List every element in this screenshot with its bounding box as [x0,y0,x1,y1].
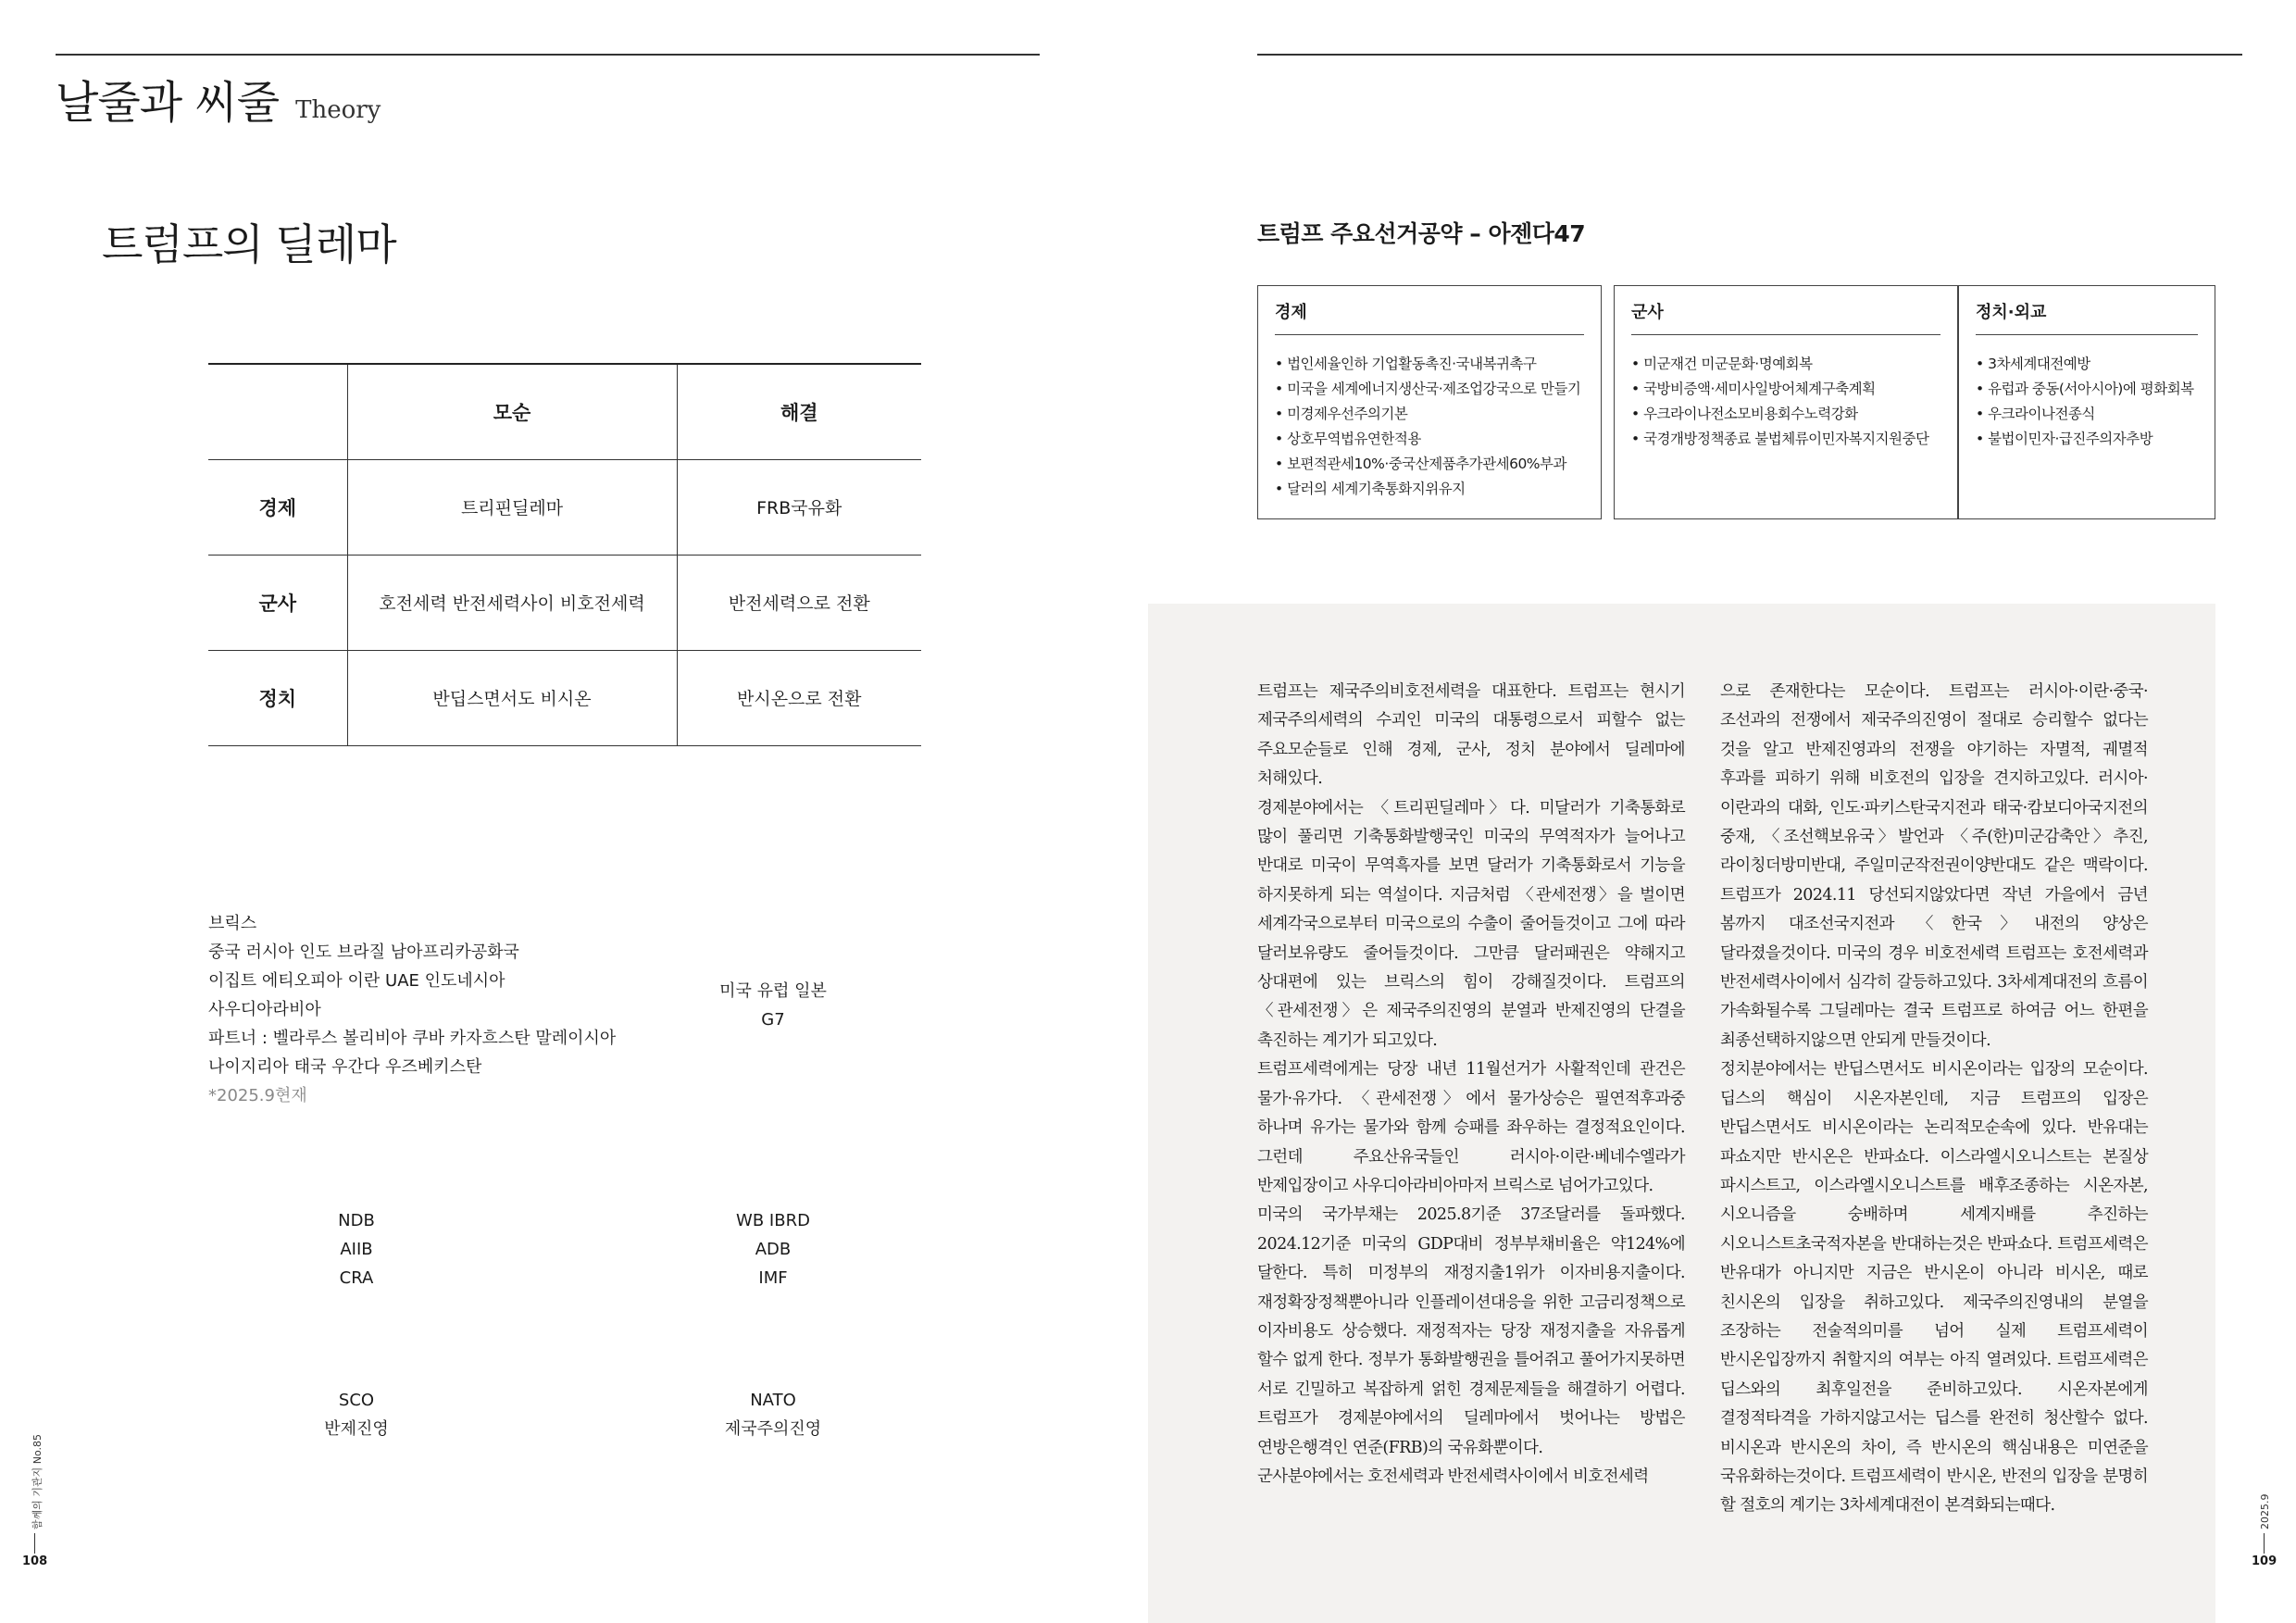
left-camp [287,1386,426,1443]
institution-item: CRA [339,1268,374,1288]
body-paragraph: 경제분야에서는 〈트리핀딜레마〉다. 미달러가 기축통화로 많이 풀리면 기축통화발행국인 미국의 무역적자가 늘어나고 반대로 미국이 무역흑자를 보면 달러가 기축통화로서 기능을 하지못하게 되는 역설이다. 지금처럼 〈관세전쟁〉을 벌이면 세계각국으로부터 미국으로의 수출이 줄어들것이고 그에 따라 달러보유량도 줄어들것이다. 그만큼 달러패권은 약해지고 상대편에 있는 브릭스의 힘이 강해질것이다. 트럼프의 〈관세전쟁〉은 제국주의진영의 분열과 반제진영의 단결을 촉진하는 계기가 되고있다. [1257,798,1685,1050]
agenda-list [1275,352,1584,502]
brics-line: 이집트 에티오피아 이란 UAE 인도네시아 [208,971,505,991]
agenda-title: 트럼프 주요선거공약 – 아젠다47 [1257,220,1586,247]
table-header-contradiction: 모순 [347,364,677,459]
right-footer-divider [2264,1533,2265,1554]
list-item: • 유럽과 중동(서아시아)에 평화회복 [1976,377,2198,402]
body-paragraph: 트럼프는 제국주의비호전세력을 대표한다. 트럼프는 현시기 제국주의세력의 수괴인 미국의 대통령으로서 피할수 없는 주요모순들로 인해 경제, 군사, 정치 분야에서 딜레마에 처해있다. [1257,682,1685,789]
right-page-number: 109 [2252,1554,2277,1568]
g7-block [704,977,842,1034]
brics-line: 중국 러시아 인도 브라질 남아프리카공화국 [208,943,519,962]
brics-line: 나이지리아 태국 우간다 우즈베키스탄 [208,1057,482,1077]
brics-line: 브릭스 [208,914,257,933]
table-row [208,650,921,745]
body-column-2 [1720,678,2148,1521]
camp-name: 제국주의진영 [724,1419,822,1439]
right-institutions [704,1206,842,1292]
institution-item: NDB [338,1211,375,1230]
left-top-rule [56,54,1040,56]
right-running-text: 2025.9 [2259,1493,2271,1529]
row-contradiction: 반딥스면서도 비시온 [347,650,677,745]
list-item: • 국경개방정책종료 불법체류이민자복지지원중단 [1631,427,1940,452]
body-column-1 [1257,678,1685,1492]
agenda-box-military [1614,285,1958,519]
section-title-english: Theory [295,96,381,124]
brics-block [208,909,616,1110]
list-item: • 미군재건 미군문화·명예회복 [1631,352,1940,377]
institution-item: ADB [755,1240,792,1259]
list-item: • 국방비증액·세미사일방어체계구축계획 [1631,377,1940,402]
agenda-box-heading: 군사 [1631,299,1940,335]
list-item: • 보편적관세10%·중국산제품추가관세60%부과 [1275,452,1584,477]
list-item: • 미경제우선주의기본 [1275,402,1584,427]
brics-line: 사우디아라비아 [208,1000,321,1019]
body-paragraph: 군사분야에서는 호전세력과 반전세력사이에서 비호전세력 [1257,1467,1649,1486]
section-title [56,67,381,131]
dilemma-table [208,363,921,746]
g7-line: G7 [761,1010,785,1030]
agenda-list [1631,352,1940,452]
agenda-list [1976,352,2198,452]
left-footer-divider [34,1533,35,1554]
list-item: • 미국을 세계에너지생산국·제조업강국으로 만들기 [1275,377,1584,402]
row-label: 경제 [208,459,347,555]
body-paragraph: 미국의 국가부채는 2025.8기준 37조달러를 돌파했다. 2024.12기준 미국의 GDP대비 정부부채비율은 약124%에 달한다. 특히 미정부의 재정지출1위가 이자비용지출이다. 재정확장정책뿐아니라 인플레이션대응을 위한 고금리정책으로 이자비용도 상승했다. 재정적자는 당장 재정지출을 자유롭게 할수 없게 한다. 정부가 통화발행권을 틀어쥐고 풀어가지못하면 서로 긴밀하고 복잡하게 얽힌 경제문제들을 해결하기 어렵다. 트럼프가 경제분야에서의 딜레마에서 벗어나는 방법은 연방은행격인 연준(FRB)의 국유화뿐이다. [1257,1205,1685,1457]
g7-line: 미국 유럽 일본 [719,981,827,1001]
right-top-rule [1257,54,2242,56]
article-title: 트럼프의 딜레마 [102,219,396,269]
camp-name: 반제진영 [324,1419,389,1439]
table-row [208,459,921,555]
left-page-number: 108 [22,1554,48,1568]
table-row [208,555,921,650]
row-label: 군사 [208,555,347,650]
list-item: • 상호무역법유연한적용 [1275,427,1584,452]
list-item: • 불법이민자·급진주의자추방 [1976,427,2198,452]
row-label: 정치 [208,650,347,745]
list-item: • 달러의 세계기축통화지위유지 [1275,477,1584,502]
agenda-box-heading: 경제 [1275,299,1584,335]
left-institutions [287,1206,426,1292]
camp-alliance: SCO [338,1391,375,1410]
list-item: • 3차세계대전예방 [1976,352,2198,377]
agenda-box-economy [1257,285,1602,519]
institution-item: WB IBRD [736,1211,810,1230]
row-solution: FRB국유화 [677,459,921,555]
list-item: • 우크라이나전종식 [1976,402,2198,427]
list-item: • 우크라이나전소모비용회수노력강화 [1631,402,1940,427]
institution-item: IMF [758,1268,788,1288]
brics-line: 파트너 : 벨라루스 볼리비아 쿠바 카자흐스탄 말레이시아 [208,1029,617,1048]
agenda-box-politics [1958,285,2215,519]
institution-item: AIIB [340,1240,373,1259]
left-running-text: 함께의 기관지 No.85 [31,1433,44,1529]
row-solution: 반시온으로 전환 [677,650,921,745]
row-solution: 반전세력으로 전환 [677,555,921,650]
agenda-box-heading: 정치·외교 [1976,299,2198,335]
row-contradiction: 호전세력 반전세력사이 비호전세력 [347,555,677,650]
table-header-solution: 해결 [677,364,921,459]
right-camp [704,1386,842,1443]
body-paragraph: 으로 존재한다는 모순이다. 트럼프는 러시아·이란·중국·조선과의 전쟁에서 제국주의진영이 절대로 승리할수 없다는 것을 알고 반제진영과의 전쟁을 야기하는 자멸적, 궤멸적 후과를 피하기 위해 비호전의 입장을 견지하고있다. 러시아·이란과의 대화, 인도·파키스탄국지전과 태국·캄보디아국지전의 중재, 〈조선핵보유국〉발언과 〈주(한)미군감축안〉추진, 라이칭더방미반대, 주일미군작전권이양반대도 같은 맥락이다. 트럼프가 2024.11 당선되지않았다면 작년 가을에서 금년 봄까지 대조선국지전과 〈한국〉내전의 양상은 달라졌을것이다. 미국의 경우 비호전세력 트럼프는 호전세력과 반전세력사이에서 심각히 갈등하고있다. 3차세계대전의 흐름이 가속화될수록 그딜레마는 결국 트럼프로 하여금 어느 한편을 최종선택하지않으면 안되게 만들것이다. [1720,682,2148,1050]
table-header-empty [208,364,347,459]
body-paragraph: 정치분야에서는 반딥스면서도 비시온이라는 입장의 모순이다. 딥스의 핵심이 시온자본인데, 지금 트럼프의 입장은 반딥스면서도 비시온이라는 논리적모순속에 있다. 반유대는 파쇼지만 반시온은 반파쇼다. 이스라엘시오니스트는 본질상 파시스트고, 이스라엘시오니스트를 배후조종하는 시온자본, 시오니즘을 숭배하며 세계지배를 추진하는 시오니스트초국적자본을 반대하는것은 반파쇼다. 트럼프세력은 반유대가 아니지만 지금은 반시온이 아니라 비시온, 때로 친시온의 입장을 취하고있다. 제국주의진영내의 분열을 조장하는 전술적의미를 넘어 실제 트럼프세력이 반시온입장까지 취할지의 여부는 아직 열려있다. 트럼프세력은 딥스와의 최후일전을 준비하고있다. 시온자본에게 결정적타격을 가하지않고서는 딥스를 완전히 청산할수 없다. 비시온과 반시온의 차이, 즉 반시온의 핵심내용은 미연준을 국유화하는것이다. 트럼프세력이 반시온, 반전의 입장을 분명히 할 절호의 계기는 3차세계대전이 본격화되는때다. [1720,1060,2148,1516]
brics-note: *2025.9현재 [208,1086,307,1105]
list-item: • 법인세율인하 기업활동촉진·국내복귀촉구 [1275,352,1584,377]
body-paragraph: 트럼프세력에게는 당장 내년 11월선거가 사활적인데 관건은 물가·유가다. 〈관세전쟁〉에서 물가상승은 필연적후과중 하나며 유가는 물가와 함께 승패를 좌우하는 결정적요인이다. 그런데 주요산유국들인 러시아·이란·베네수엘라가 반제입장이고 사우디아라비아마저 브릭스로 넘어가고있다. [1257,1060,1685,1195]
camp-alliance: NATO [750,1391,796,1410]
row-contradiction: 트리핀딜레마 [347,459,677,555]
section-title-korean: 날줄과 씨줄 [56,77,280,129]
table-header-row [208,364,921,459]
